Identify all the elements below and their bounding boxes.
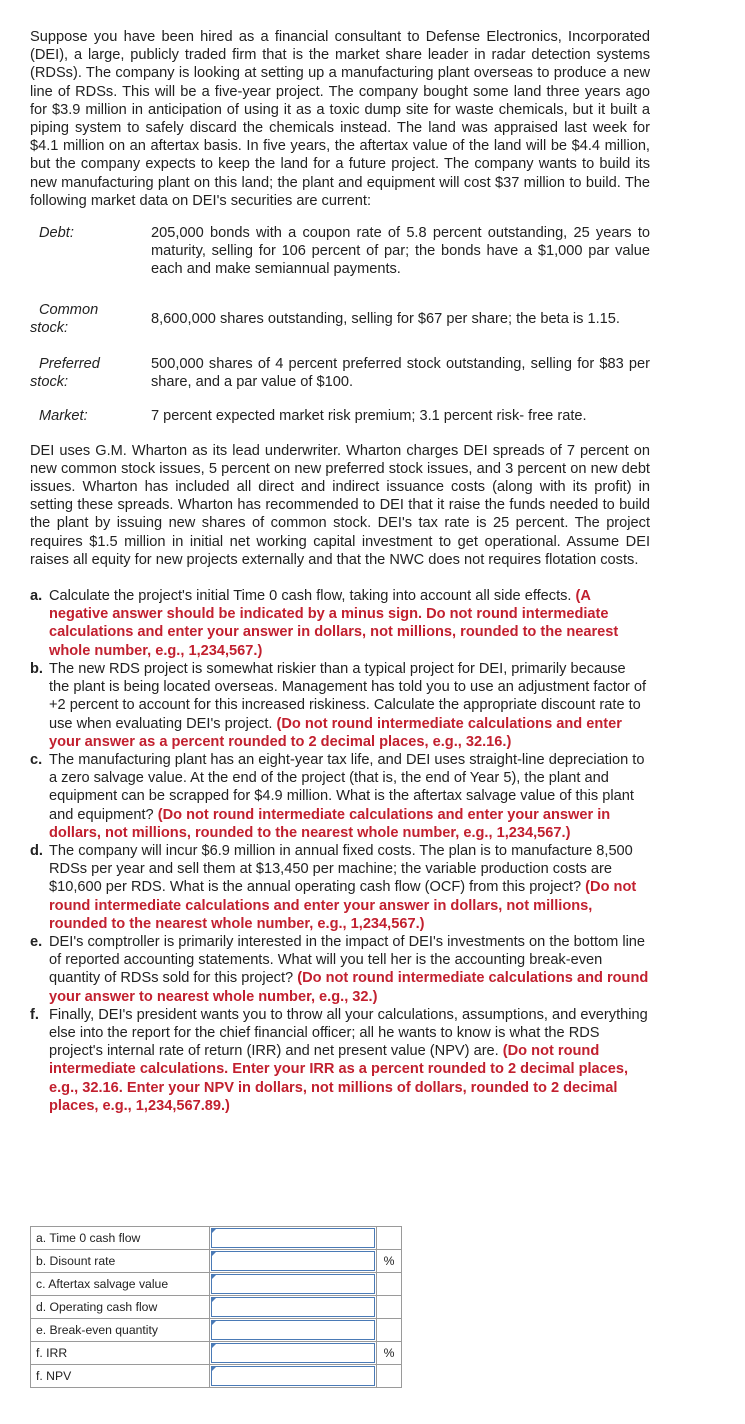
common-text: 8,600,000 shares outstanding, selling for $67 per share; the beta is 1.15.: [151, 310, 620, 327]
answer-row: [31, 1250, 402, 1273]
operating-cash-flow-input[interactable]: [209, 1296, 376, 1319]
answer-unit: %: [377, 1342, 402, 1365]
intro-paragraph: Suppose you have been hired as a financial consultant to Defense Electronics, Incorporated (DEI), a large, publicly traded firm that is the market share leader in radar detection systems (RDSs). The company is looking at setting up a manufacturing plant overseas to produce a new line of RDSs. This will be a five-year project. The company bought some land three years ago for $3.9 million in anticipation of using it as a toxic dump site for waste chemicals, but it built a piping system to safely discard the chemicals instead. The land was appraised last week for $4.1 million on an aftertax basis. In five years, the aftertax value of the land will be $4.4 million, but the company expects to keep the land for a future project. The company wants to build its new manufacturing plant on this land; the plant and equipment will cost $37 million to build. The following market data on DEI's securities are current:: [30, 29, 650, 209]
market-label: Market:: [39, 408, 88, 425]
answer-unit: [377, 1296, 402, 1319]
preferred-label: Preferred stock:: [30, 356, 100, 391]
question-e: e. DEI's comptroller is primarily interested in the impact of DEI's investments on the bottom line of reported accounting statements. What will you tell her is the accounting break-even quantity of RDSs sold for this project? (Do not round intermediate calculations and round your answer to nearest whole number, e.g., 32.): [30, 933, 649, 1005]
answer-row: [31, 1365, 402, 1388]
market-text: 7 percent expected market risk premium; 3.1 percent risk- free rate.: [151, 408, 587, 425]
answer-table: [30, 1226, 402, 1388]
question-a: a. Calculate the project's initial Time 0 cash flow, taking into account all side effects. (A negative answer should be indicated by a minus sign. Do not round intermediate calculations and enter your answer in dollars, not millions, rounded to the nearest whole number, e.g., 1,234,567.): [30, 588, 619, 659]
underwriter-paragraph: DEI uses G.M. Wharton as its lead underwriter. Wharton charges DEI spreads of 7 percent on new common stock issues, 5 percent on new preferred stock issues, and 3 percent on new debt issues. Wharton has included all direct and indirect issuance costs (along with its profit) in setting these spreads. Wharton has recommended to DEI that it raise the funds needed to build the plant by issuing new shares of common stock. DEI's tax rate is 25 percent. The project requires $1.5 million in initial net working capital investment to get operational. Assume DEI raises all equity for new projects externally and that the NWC does not requires flotation costs.: [30, 442, 650, 568]
answer-unit: [377, 1319, 402, 1342]
preferred-row: [30, 355, 650, 391]
answer-unit: [377, 1273, 402, 1296]
market-row: [30, 407, 650, 425]
answer-unit: [377, 1365, 402, 1388]
answer-row: [31, 1296, 402, 1319]
common-label: Common stock:: [30, 301, 99, 336]
answer-label: d. Operating cash flow: [31, 1296, 210, 1319]
debt-text: 205,000 bonds with a coupon rate of 5.8 percent outstanding, 25 years to maturity, selling for 106 percent of par; the bonds have a $1,000 par value each and make semiannual payments.: [151, 225, 650, 278]
irr-input[interactable]: [209, 1342, 376, 1365]
problem-content: [30, 28, 650, 1115]
break-even-input[interactable]: [209, 1319, 376, 1342]
common-row: [30, 301, 650, 337]
answer-table-wrapper: [30, 1226, 402, 1388]
answer-row: [31, 1319, 402, 1342]
answer-label: e. Break-even quantity: [31, 1319, 210, 1342]
answer-label: a. Time 0 cash flow: [31, 1227, 210, 1250]
answer-row: [31, 1227, 402, 1250]
answer-row: [31, 1273, 402, 1296]
preferred-text: 500,000 shares of 4 percent preferred stock outstanding, selling for $83 per share, and a par value of $100.: [151, 356, 650, 391]
question-f: f. Finally, DEI's president wants you to throw all your calculations, assumptions, and everything else into the report for the chief financial officer; all he wants to know is what the RDS project's internal rate of return (IRR) and net present value (NPV) are. (Do not round intermediate calculations. Enter your IRR as a percent rounded to 2 decimal places, e.g., 32.16. Enter your NPV in dollars, not millions of dollars, rounded to 2 decimal places, e.g., 1,234,567.89.): [30, 1006, 648, 1114]
answer-unit: %: [377, 1250, 402, 1273]
question-b: b. The new RDS project is somewhat riskier than a typical project for DEI, primarily because the plant is being located overseas. Management has told you to use an adjustment factor of +2 percent to account for this increased riskiness. Calculate the appropriate discount rate to use when evaluating DEI's project. (Do not round intermediate calculations and enter your answer as a percent rounded to 2 decimal places, e.g., 32.16.): [30, 660, 647, 750]
salvage-value-input[interactable]: [209, 1273, 376, 1296]
discount-rate-input[interactable]: [209, 1250, 376, 1273]
answer-unit: [377, 1227, 402, 1250]
time0-cash-flow-input[interactable]: [209, 1227, 376, 1250]
answer-label: f. NPV: [31, 1365, 210, 1388]
answer-label: f. IRR: [31, 1342, 210, 1365]
npv-input[interactable]: [209, 1365, 376, 1388]
debt-label: Debt:: [39, 225, 74, 242]
question-c: c. The manufacturing plant has an eight-year tax life, and DEI uses straight-line depreciation to a zero salvage value. At the end of the project (that is, the end of Year 5), the plant and equipment can be scrapped for $4.9 million. What is the aftertax salvage value of this plant and equipment? (Do not round intermediate calculations and enter your answer in dollars, not millions, rounded to the nearest whole number, e.g., 1,234,567.): [30, 751, 645, 841]
question-d: d. The company will incur $6.9 million in annual fixed costs. The plan is to manufacture 8,500 RDSs per year and sell them at $13,450 per machine; the variable production costs are $10,600 per RDS. What is the annual operating cash flow (OCF) from this project? (Do not round intermediate calculations and enter your answer in dollars, not millions, rounded to the nearest whole number, e.g., 1,234,567.): [30, 842, 637, 932]
answer-label: c. Aftertax salvage value: [31, 1273, 210, 1296]
market-data-table: [30, 224, 650, 426]
answer-row: [31, 1342, 402, 1365]
debt-row: [30, 224, 650, 279]
answer-label: b. Disount rate: [31, 1250, 210, 1273]
question-list: [30, 587, 650, 1115]
